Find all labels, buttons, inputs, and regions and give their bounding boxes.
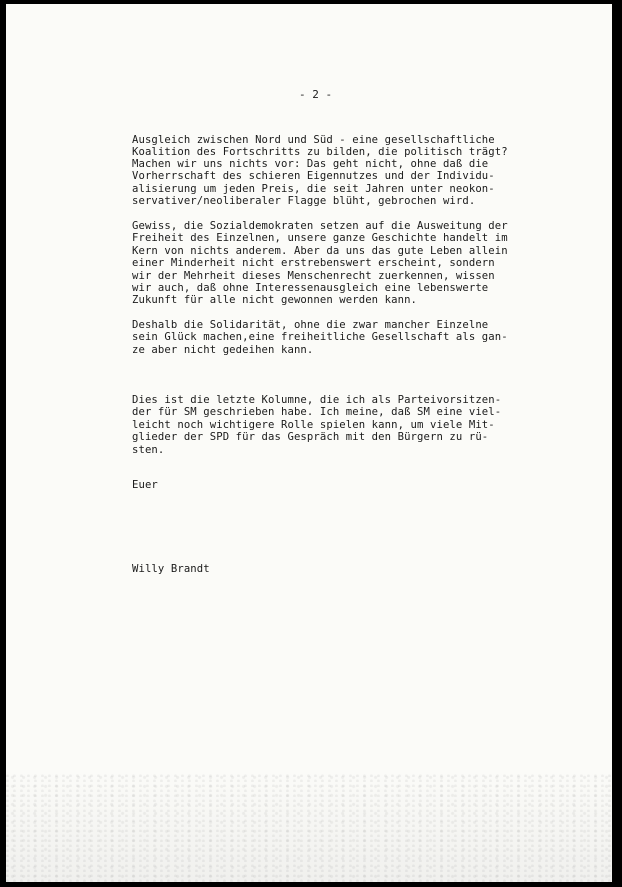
text-line: Zukunft für alle nicht gewonnen werden kann. [132, 294, 418, 307]
text-line: servativer/neoliberaler Flagge blüht, gebrochen wird. [132, 195, 476, 208]
paragraph-2 [132, 158, 592, 208]
text-line: Kern von nichts anderem. Aber da uns das gute Leben allein [132, 244, 508, 257]
signature-name [132, 563, 592, 575]
text-line: Dies ist die letzte Kolumne, die ich als Parteivorsitzen- [132, 394, 502, 406]
page-number: - 2 - [299, 88, 333, 101]
text-line: wir auch, daß ohne Interessenausgleich eine lebenswerte [132, 282, 489, 295]
text-line: Ausgleich zwischen Nord und Süd - eine gesellschaftliche [132, 134, 495, 146]
text-line: sten. [132, 443, 165, 456]
text-line: alisierung um jeden Preis, die seit Jahren unter neokon- [132, 182, 495, 195]
paragraph-1 [132, 134, 592, 159]
text-line: Deshalb die Solidarität, ohne die zwar mancher Einzelne [132, 319, 489, 331]
closing-salutation [132, 479, 592, 491]
signature-text: Willy Brandt [132, 563, 210, 575]
text-line: einer Minderheit nicht erstrebenswert erscheint, sondern [132, 257, 495, 270]
text-line: wir der Mehrheit dieses Menschenrecht zuerkennen, wissen [132, 269, 495, 282]
text-line: glieder der SPD für das Gespräch mit den Bürgern zu rü- [132, 431, 489, 444]
text-line: Vorherrschaft des schieren Eigennutzes und der Individu- [132, 170, 495, 183]
text-line: leicht noch wichtigere Rolle spielen kann, um viele Mit- [132, 418, 495, 431]
document-page [6, 4, 612, 882]
closing-text: Euer [132, 479, 158, 491]
paragraph-5 [132, 394, 592, 456]
text-line: Freiheit des Einzelnen, unsere ganze Geschichte handelt im [132, 232, 508, 245]
text-line: der für SM geschrieben habe. Ich meine, daß SM eine viel- [132, 406, 502, 419]
text-line: Gewiss, die Sozialdemokraten setzen auf die Ausweitung der [132, 220, 508, 232]
text-line: Koalition des Fortschritts zu bilden, die politisch trägt? [132, 146, 508, 159]
paragraph-3 [132, 220, 592, 307]
paragraph-4 [132, 319, 592, 356]
text-line: ze aber nicht gedeihen kann. [132, 343, 314, 356]
text-line: sein Glück machen,eine freiheitliche Gesellschaft als gan- [132, 331, 508, 344]
text-line: Machen wir uns nichts vor: Das geht nicht, ohne daß die [132, 158, 489, 170]
